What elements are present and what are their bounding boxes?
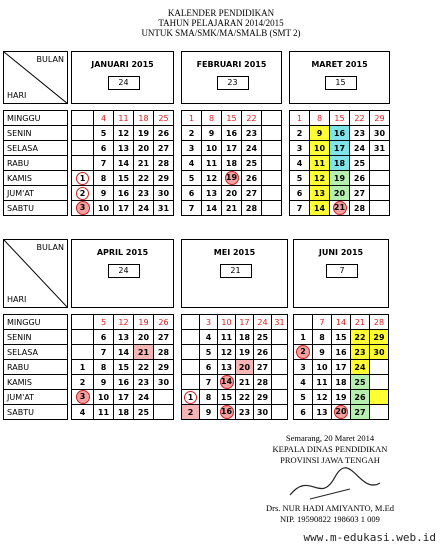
day-label: MINGGU <box>4 315 68 330</box>
month-name: APRIL 2015 <box>96 248 149 257</box>
date-cell: 11 <box>202 156 222 171</box>
date-cell: 16 <box>332 345 351 360</box>
effective-days-box: 21 <box>220 264 252 278</box>
date-cell: 14 <box>114 345 134 360</box>
date-cell: 12 <box>310 171 330 186</box>
date-cell: 14 <box>114 156 134 171</box>
day-label: SENIN <box>4 330 68 345</box>
date-cell: 6 <box>294 405 313 420</box>
date-cell: 3 <box>294 360 313 375</box>
date-cell <box>370 171 390 186</box>
date-cell: 8 <box>200 390 218 405</box>
date-cell: 14 <box>310 201 330 216</box>
date-cell: 6 <box>94 141 114 156</box>
date-cell <box>262 201 282 216</box>
date-cell: 29 <box>154 360 174 375</box>
date-cell: 30 <box>154 186 174 201</box>
date-cell: 23 <box>242 126 262 141</box>
date-cell: 11 <box>94 405 114 420</box>
date-cell <box>222 171 242 186</box>
date-cell: 12 <box>202 171 222 186</box>
week-row-senin <box>4 126 390 141</box>
date-cell <box>272 375 288 390</box>
week-row-minggu <box>4 111 390 126</box>
effective-days-box: 15 <box>325 76 357 90</box>
date-cell: 20 <box>330 186 350 201</box>
title-line-3: UNTUK SMA/SMK/MA/SMALB (SMT 2) <box>141 28 301 38</box>
date-cell: 2 <box>72 375 94 390</box>
day-label: MINGGU <box>4 111 68 126</box>
date-cell: 7 <box>313 315 332 330</box>
signature-title-1: KEPALA DINAS PENDIDIKAN <box>272 444 388 454</box>
date-cell: 17 <box>236 315 254 330</box>
date-cell: 26 <box>154 126 174 141</box>
date-cell: 1 <box>182 111 202 126</box>
date-cell: 23 <box>236 405 254 420</box>
day-label: SABTU <box>4 405 68 420</box>
date-cell: 27 <box>154 141 174 156</box>
date-cell: 13 <box>114 141 134 156</box>
date-cell: 27 <box>254 360 272 375</box>
date-cell: 29 <box>370 111 390 126</box>
date-cell: 9 <box>310 126 330 141</box>
date-cell: 13 <box>218 360 236 375</box>
day-label: SENIN <box>4 126 68 141</box>
date-cell: 15 <box>330 111 350 126</box>
day-label: JUM'AT <box>4 390 68 405</box>
date-cell: 2 <box>290 126 310 141</box>
date-cell: 5 <box>94 126 114 141</box>
month-name: MEI 2015 <box>213 248 256 257</box>
date-cell: 3 <box>290 141 310 156</box>
date-cell: 17 <box>114 390 134 405</box>
date-cell: 26 <box>154 315 174 330</box>
date-cell: 10 <box>94 390 114 405</box>
holiday-circle: 3 <box>76 201 90 215</box>
day-label: SABTU <box>4 201 68 216</box>
date-cell: 1 <box>294 330 313 345</box>
date-cell: 22 <box>351 330 370 345</box>
date-cell: 18 <box>222 156 242 171</box>
date-cell: 20 <box>134 141 154 156</box>
date-cell: 8 <box>313 330 332 345</box>
week-row-sabtu <box>4 201 390 216</box>
date-cell: 16 <box>222 126 242 141</box>
date-cell: 2 <box>182 405 200 420</box>
date-cell: 9 <box>94 375 114 390</box>
date-cell: 17 <box>222 141 242 156</box>
date-cell: 13 <box>313 405 332 420</box>
effective-days-box: 23 <box>217 76 249 90</box>
holiday-circle: 20 <box>334 405 348 419</box>
week-row-kamis <box>4 171 390 186</box>
date-cell: 24 <box>134 390 154 405</box>
date-cell: 28 <box>254 375 272 390</box>
date-cell <box>272 330 288 345</box>
week-row-rabu <box>4 360 389 375</box>
date-cell: 24 <box>350 141 370 156</box>
date-cell: 15 <box>332 330 351 345</box>
date-cell: 28 <box>154 156 174 171</box>
signature-nip: NIP. 19590822 198603 1 009 <box>280 514 380 524</box>
date-cell: 25 <box>242 156 262 171</box>
date-cell: 24 <box>351 360 370 375</box>
month-name: JUNI 2015 <box>318 248 364 257</box>
date-cell: 18 <box>134 111 154 126</box>
date-cell <box>370 375 389 390</box>
date-cell: 11 <box>313 375 332 390</box>
date-cell <box>72 141 94 156</box>
date-cell <box>182 330 200 345</box>
date-cell <box>272 405 288 420</box>
date-cell: 12 <box>313 390 332 405</box>
date-cell: 23 <box>350 126 370 141</box>
bulan-label: BULAN <box>36 243 64 252</box>
date-cell: 30 <box>370 126 390 141</box>
holiday-circle: 2 <box>76 187 89 200</box>
handwritten-signature <box>280 465 390 505</box>
holiday-circle: 1 <box>184 391 197 404</box>
date-cell: 22 <box>134 360 154 375</box>
holiday-circle: 1 <box>76 172 89 185</box>
date-cell <box>332 405 351 420</box>
date-cell <box>294 315 313 330</box>
date-cell: 24 <box>254 315 272 330</box>
date-cell: 21 <box>222 201 242 216</box>
date-cell: 4 <box>290 156 310 171</box>
date-cell <box>72 171 94 186</box>
date-cell: 24 <box>242 141 262 156</box>
calendar-block-jan-mar <box>3 51 390 216</box>
day-label: JUM'AT <box>4 186 68 201</box>
week-row-minggu <box>4 315 389 330</box>
date-cell <box>72 390 94 405</box>
month-header-mar <box>290 52 390 104</box>
title-line-1: KALENDER PENDIDIKAN <box>167 8 275 18</box>
date-cell: 26 <box>350 171 370 186</box>
week-row-rabu <box>4 156 390 171</box>
date-cell: 17 <box>332 360 351 375</box>
date-cell: 7 <box>94 345 114 360</box>
date-cell: 14 <box>332 315 351 330</box>
date-cell: 11 <box>310 156 330 171</box>
date-cell: 28 <box>242 201 262 216</box>
date-cell: 6 <box>290 186 310 201</box>
day-label: KAMIS <box>4 171 68 186</box>
date-cell: 4 <box>94 111 114 126</box>
date-cell: 31 <box>154 201 174 216</box>
date-cell: 6 <box>200 360 218 375</box>
day-label: KAMIS <box>4 375 68 390</box>
week-row-kamis <box>4 375 389 390</box>
date-cell: 21 <box>134 156 154 171</box>
effective-days-box: 7 <box>326 264 358 278</box>
date-cell: 9 <box>94 186 114 201</box>
date-cell <box>72 126 94 141</box>
date-cell: 6 <box>94 330 114 345</box>
date-cell: 20 <box>134 330 154 345</box>
date-cell <box>72 186 94 201</box>
date-cell: 31 <box>370 141 390 156</box>
month-header-apr <box>72 240 174 308</box>
date-cell: 10 <box>202 141 222 156</box>
date-cell <box>72 201 94 216</box>
date-cell: 8 <box>202 111 222 126</box>
date-cell: 23 <box>351 345 370 360</box>
date-cell: 26 <box>254 345 272 360</box>
date-cell <box>370 360 389 375</box>
date-cell: 3 <box>200 315 218 330</box>
date-cell <box>370 186 390 201</box>
date-cell: 4 <box>294 375 313 390</box>
date-cell: 7 <box>94 156 114 171</box>
holiday-circle: 16 <box>220 405 234 419</box>
date-cell: 22 <box>134 171 154 186</box>
date-cell: 27 <box>350 186 370 201</box>
date-cell: 12 <box>218 345 236 360</box>
month-header-jan <box>72 52 174 104</box>
date-cell: 25 <box>154 111 174 126</box>
month-header-feb <box>182 52 282 104</box>
date-cell: 5 <box>182 171 202 186</box>
effective-days-box: 24 <box>108 264 140 278</box>
date-cell: 11 <box>114 111 134 126</box>
date-cell <box>370 156 390 171</box>
date-cell: 5 <box>290 171 310 186</box>
title-line-2: TAHUN PELAJARAN 2014/2015 <box>158 18 284 28</box>
date-cell: 7 <box>200 375 218 390</box>
date-cell: 28 <box>350 201 370 216</box>
date-cell <box>262 171 282 186</box>
date-cell: 5 <box>94 315 114 330</box>
date-cell <box>262 186 282 201</box>
date-cell: 29 <box>154 171 174 186</box>
week-row-jumat <box>4 186 390 201</box>
date-cell <box>72 345 94 360</box>
date-cell: 24 <box>134 201 154 216</box>
signature-name: Drs. NUR HADI AMIYANTO, M.Ed <box>265 503 395 513</box>
date-cell: 19 <box>330 171 350 186</box>
date-cell <box>262 111 282 126</box>
hari-label: HARI <box>7 295 27 304</box>
date-cell: 15 <box>114 171 134 186</box>
date-cell: 18 <box>332 375 351 390</box>
month-name: FEBRUARI 2015 <box>196 60 267 69</box>
date-cell: 13 <box>202 186 222 201</box>
date-cell: 20 <box>236 360 254 375</box>
date-cell: 16 <box>114 186 134 201</box>
date-cell: 9 <box>200 405 218 420</box>
date-cell <box>182 375 200 390</box>
week-row-sabtu <box>4 405 389 420</box>
date-cell: 22 <box>242 111 262 126</box>
date-cell: 8 <box>310 111 330 126</box>
date-cell: 19 <box>236 345 254 360</box>
date-cell <box>262 156 282 171</box>
date-cell: 14 <box>202 201 222 216</box>
date-cell <box>182 315 200 330</box>
day-label: RABU <box>4 360 68 375</box>
date-cell: 19 <box>332 390 351 405</box>
date-cell: 17 <box>114 201 134 216</box>
date-cell: 12 <box>114 315 134 330</box>
date-cell: 6 <box>182 186 202 201</box>
date-cell <box>262 141 282 156</box>
date-cell: 27 <box>242 186 262 201</box>
signature-title-2: PROVINSI JAWA TENGAH <box>280 455 380 465</box>
date-cell: 19 <box>134 315 154 330</box>
date-cell <box>370 390 389 405</box>
date-cell <box>370 201 390 216</box>
date-cell: 30 <box>370 345 389 360</box>
date-cell: 2 <box>182 126 202 141</box>
date-cell <box>272 345 288 360</box>
effective-days-box: 24 <box>108 76 140 90</box>
date-cell: 30 <box>254 405 272 420</box>
bulan-label: BULAN <box>36 55 64 64</box>
date-cell: 1 <box>72 360 94 375</box>
date-cell: 10 <box>94 201 114 216</box>
date-cell: 23 <box>134 375 154 390</box>
date-cell: 7 <box>290 201 310 216</box>
date-cell: 30 <box>154 375 174 390</box>
signature-place-date: Semarang, 20 Maret 2014 <box>285 433 375 443</box>
date-cell: 8 <box>94 171 114 186</box>
date-cell: 26 <box>242 171 262 186</box>
date-cell: 22 <box>236 390 254 405</box>
date-cell: 15 <box>218 390 236 405</box>
date-cell <box>294 345 313 360</box>
week-row-senin <box>4 330 389 345</box>
date-cell: 28 <box>154 345 174 360</box>
date-cell: 10 <box>310 141 330 156</box>
date-cell: 27 <box>154 330 174 345</box>
date-cell: 4 <box>72 405 94 420</box>
date-cell <box>154 405 174 420</box>
day-label: SELASA <box>4 345 68 360</box>
month-header-mei <box>182 240 288 308</box>
week-row-selasa <box>4 345 389 360</box>
week-row-jumat <box>4 390 389 405</box>
date-cell: 21 <box>236 375 254 390</box>
day-label: RABU <box>4 156 68 171</box>
date-cell <box>218 375 236 390</box>
date-cell <box>72 330 94 345</box>
date-cell: 15 <box>114 360 134 375</box>
date-cell <box>154 390 174 405</box>
date-cell: 21 <box>134 345 154 360</box>
date-cell: 16 <box>330 126 350 141</box>
date-cell: 19 <box>134 126 154 141</box>
day-label: SELASA <box>4 141 68 156</box>
bulan-hari-corner <box>4 240 68 308</box>
date-cell: 25 <box>134 405 154 420</box>
date-cell <box>72 111 94 126</box>
date-cell: 20 <box>222 186 242 201</box>
date-cell: 5 <box>200 345 218 360</box>
date-cell: 22 <box>350 111 370 126</box>
date-cell: 18 <box>236 330 254 345</box>
date-cell: 23 <box>134 186 154 201</box>
date-cell: 25 <box>350 156 370 171</box>
month-header-jun <box>294 240 389 308</box>
date-cell: 26 <box>351 390 370 405</box>
date-cell <box>72 156 94 171</box>
date-cell: 16 <box>114 375 134 390</box>
date-cell: 1 <box>290 111 310 126</box>
holiday-circle: 14 <box>220 375 234 389</box>
date-cell <box>330 201 350 216</box>
date-cell: 27 <box>351 405 370 420</box>
date-cell: 31 <box>272 315 288 330</box>
date-cell <box>182 360 200 375</box>
watermark-text: www.m-edukasi.web.id <box>303 531 436 544</box>
date-cell <box>72 315 94 330</box>
date-cell <box>182 390 200 405</box>
date-cell: 11 <box>218 330 236 345</box>
date-cell: 29 <box>370 330 389 345</box>
holiday-circle: 3 <box>76 390 90 404</box>
date-cell <box>182 345 200 360</box>
date-cell: 5 <box>294 390 313 405</box>
date-cell: 9 <box>202 126 222 141</box>
holiday-circle: 21 <box>333 201 347 215</box>
date-cell: 12 <box>114 126 134 141</box>
date-cell: 4 <box>200 330 218 345</box>
date-cell: 29 <box>254 390 272 405</box>
calendar-block-apr-jun <box>3 239 389 420</box>
date-cell: 17 <box>330 141 350 156</box>
date-cell <box>262 126 282 141</box>
date-cell: 9 <box>313 345 332 360</box>
date-cell: 3 <box>182 141 202 156</box>
date-cell <box>272 390 288 405</box>
date-cell: 13 <box>114 330 134 345</box>
date-cell: 4 <box>182 156 202 171</box>
week-row-selasa <box>4 141 390 156</box>
date-cell <box>370 405 389 420</box>
date-cell <box>272 360 288 375</box>
date-cell: 21 <box>351 315 370 330</box>
date-cell: 28 <box>370 315 389 330</box>
date-cell: 25 <box>351 375 370 390</box>
date-cell: 18 <box>330 156 350 171</box>
holiday-circle: 2 <box>296 345 310 359</box>
date-cell: 8 <box>94 360 114 375</box>
date-cell: 18 <box>114 405 134 420</box>
month-name: MARET 2015 <box>311 60 368 69</box>
date-cell: 15 <box>222 111 242 126</box>
date-cell: 25 <box>254 330 272 345</box>
date-cell: 13 <box>310 186 330 201</box>
hari-label: HARI <box>7 91 27 100</box>
date-cell: 10 <box>313 360 332 375</box>
bulan-hari-corner <box>4 52 68 104</box>
date-cell: 7 <box>182 201 202 216</box>
month-name: JANUARI 2015 <box>91 60 154 69</box>
date-cell: 10 <box>218 315 236 330</box>
date-cell <box>218 405 236 420</box>
holiday-circle: 19 <box>225 171 239 185</box>
